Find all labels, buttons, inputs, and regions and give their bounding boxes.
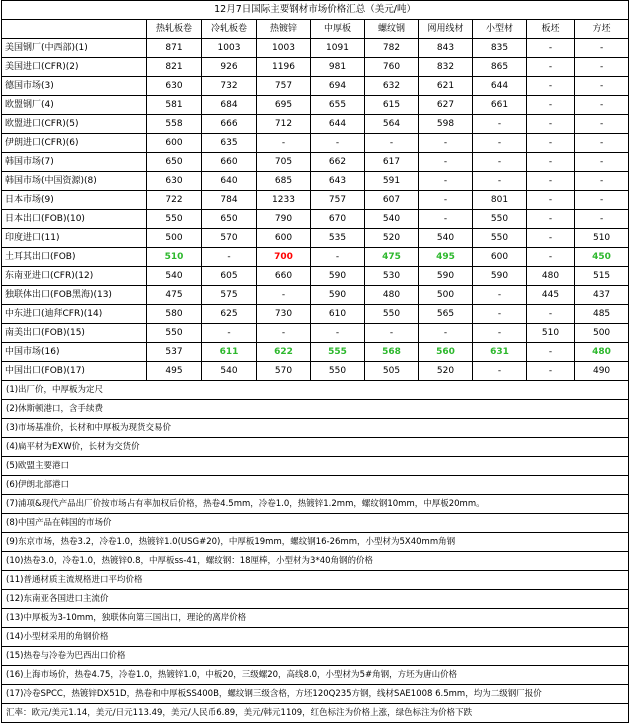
price-cell: 600 <box>473 248 527 267</box>
footnote-text: (4)扁平材为EXW价，长材为交货价 <box>2 438 629 457</box>
market-name-cell: 欧盟钢厂(4) <box>2 96 147 115</box>
footnote-text: (3)市场基准价，长材和中厚板为现货交易价 <box>2 419 629 438</box>
price-cell: 540 <box>419 229 473 248</box>
note-row <box>2 609 629 628</box>
price-cell: 520 <box>419 362 473 381</box>
footnote-text: (14)小型材采用的角钢价格 <box>2 628 629 647</box>
table-row <box>2 96 629 115</box>
price-cell: 510 <box>147 248 202 267</box>
price-cell: 500 <box>575 324 629 343</box>
price-cell: 475 <box>365 248 419 267</box>
title-row <box>2 1 629 20</box>
table-row <box>2 77 629 96</box>
market-name-cell: 美国钢厂(中西部)(1) <box>2 39 147 58</box>
price-cell: 700 <box>257 248 311 267</box>
price-cell: 821 <box>147 58 202 77</box>
price-cell: - <box>419 134 473 153</box>
column-header: 螺纹钢 <box>365 20 419 39</box>
price-cell: 590 <box>473 267 527 286</box>
price-cell: - <box>527 343 575 362</box>
price-cell: 495 <box>419 248 473 267</box>
note-row <box>2 704 629 723</box>
price-cell: 632 <box>365 77 419 96</box>
price-cell: 871 <box>147 39 202 58</box>
price-cell: 643 <box>311 172 365 191</box>
price-cell: 627 <box>419 96 473 115</box>
column-header: 板坯 <box>527 20 575 39</box>
footnote-text: (6)伊朗北部港口 <box>2 476 629 495</box>
price-cell: 660 <box>257 267 311 286</box>
column-header: 中厚板 <box>311 20 365 39</box>
price-cell: 575 <box>202 286 257 305</box>
price-cell: - <box>575 39 629 58</box>
table-row <box>2 58 629 77</box>
price-cell: 505 <box>365 362 419 381</box>
price-cell: 591 <box>365 172 419 191</box>
price-cell: 600 <box>147 134 202 153</box>
note-row <box>2 552 629 571</box>
note-row <box>2 419 629 438</box>
column-header: 热镀锌 <box>257 20 311 39</box>
price-cell: - <box>527 115 575 134</box>
price-cell: 926 <box>202 58 257 77</box>
price-cell: - <box>575 134 629 153</box>
note-row <box>2 495 629 514</box>
price-cell: 635 <box>202 134 257 153</box>
price-cell: - <box>527 191 575 210</box>
market-name-cell: 韩国市场(7) <box>2 153 147 172</box>
table-row <box>2 324 629 343</box>
table-row <box>2 134 629 153</box>
footnote-text: (12)东南亚各国进口主流价 <box>2 590 629 609</box>
price-cell: - <box>419 153 473 172</box>
price-cell: 437 <box>575 286 629 305</box>
price-cell: 712 <box>257 115 311 134</box>
price-cell: - <box>575 77 629 96</box>
market-name-cell: 土耳其出口(FOB) <box>2 248 147 267</box>
price-cell: 540 <box>147 267 202 286</box>
price-cell: 801 <box>473 191 527 210</box>
price-cell: 790 <box>257 210 311 229</box>
price-cell: 832 <box>419 58 473 77</box>
price-cell: - <box>473 286 527 305</box>
price-cell: 1003 <box>257 39 311 58</box>
price-cell: 500 <box>147 229 202 248</box>
price-cell: - <box>365 324 419 343</box>
price-cell: 757 <box>311 191 365 210</box>
price-cell: 480 <box>365 286 419 305</box>
price-cell: - <box>311 248 365 267</box>
note-row <box>2 457 629 476</box>
price-cell: - <box>527 172 575 191</box>
footnote-text: (10)热卷3.0，冷卷1.0，热镀锌0.8，中厚板ss-41，螺纹钢：18厘棒，小型材为3*40角钢的价格 <box>2 552 629 571</box>
price-cell: 622 <box>257 343 311 362</box>
price-cell: - <box>473 324 527 343</box>
price-cell: 650 <box>147 153 202 172</box>
note-row <box>2 590 629 609</box>
footnote-text: (16)上海市场价，热卷4.75，冷卷1.0，热镀锌1.0，中板20，三级螺20，高线8.0，小型材为5#角钢，方坯为唐山价格 <box>2 666 629 685</box>
price-cell: - <box>575 96 629 115</box>
footnote-text: (7)浦项&现代产品出厂价按市场占有率加权后价格，热卷4.5mm，冷卷1.0，热镀锌1.2mm，螺纹钢10mm，中厚板20mm。 <box>2 495 629 514</box>
price-cell: 605 <box>202 267 257 286</box>
market-name-cell: 东南亚进口(CFR)(12) <box>2 267 147 286</box>
column-header: 网用线材 <box>419 20 473 39</box>
price-cell: - <box>527 58 575 77</box>
price-cell: 615 <box>365 96 419 115</box>
price-cell: - <box>473 305 527 324</box>
price-table <box>1 0 629 723</box>
footnote-text: (8)中国产品在韩国的市场价 <box>2 514 629 533</box>
note-row <box>2 400 629 419</box>
table-row <box>2 210 629 229</box>
price-cell: - <box>419 172 473 191</box>
header-row <box>2 20 629 39</box>
market-name-cell: 中国出口(FOB)(17) <box>2 362 147 381</box>
price-cell: 607 <box>365 191 419 210</box>
table-row <box>2 191 629 210</box>
price-cell: - <box>527 77 575 96</box>
price-cell: 550 <box>473 229 527 248</box>
price-cell: - <box>257 286 311 305</box>
price-cell: 625 <box>202 305 257 324</box>
column-header: 方坯 <box>575 20 629 39</box>
price-cell: - <box>419 210 473 229</box>
price-cell: - <box>527 305 575 324</box>
market-name-cell: 南美出口(FOB)(15) <box>2 324 147 343</box>
price-cell: 555 <box>311 343 365 362</box>
table-row <box>2 172 629 191</box>
price-cell: 500 <box>419 286 473 305</box>
price-cell: - <box>527 229 575 248</box>
price-cell: 782 <box>365 39 419 58</box>
note-row <box>2 476 629 495</box>
price-cell: 621 <box>419 77 473 96</box>
price-cell: - <box>311 324 365 343</box>
market-name-cell: 欧盟进口(CFR)(5) <box>2 115 147 134</box>
price-cell: 662 <box>311 153 365 172</box>
price-cell: 655 <box>311 96 365 115</box>
price-cell: - <box>257 324 311 343</box>
price-cell: 540 <box>365 210 419 229</box>
price-cell: 610 <box>311 305 365 324</box>
price-cell: 565 <box>419 305 473 324</box>
table-row <box>2 248 629 267</box>
price-cell: 535 <box>311 229 365 248</box>
price-cell: 580 <box>147 305 202 324</box>
price-cell: 685 <box>257 172 311 191</box>
price-cell: - <box>575 115 629 134</box>
table-row <box>2 229 629 248</box>
table-row <box>2 115 629 134</box>
market-name-cell: 伊朗进口(CFR)(6) <box>2 134 147 153</box>
price-cell: 495 <box>147 362 202 381</box>
price-cell: - <box>527 248 575 267</box>
price-cell: - <box>202 248 257 267</box>
price-cell: 1003 <box>202 39 257 58</box>
price-cell: 784 <box>202 191 257 210</box>
price-cell: 568 <box>365 343 419 362</box>
price-cell: - <box>575 191 629 210</box>
price-cell: - <box>365 134 419 153</box>
price-cell: 1091 <box>311 39 365 58</box>
note-row <box>2 571 629 590</box>
note-row <box>2 514 629 533</box>
note-row <box>2 647 629 666</box>
price-cell: 600 <box>257 229 311 248</box>
note-row <box>2 628 629 647</box>
price-cell: 722 <box>147 191 202 210</box>
price-cell: 644 <box>473 77 527 96</box>
price-cell: 581 <box>147 96 202 115</box>
price-cell: 865 <box>473 58 527 77</box>
footnote-text: (15)热卷与冷卷为巴西出口价格 <box>2 647 629 666</box>
price-cell: 760 <box>365 58 419 77</box>
price-cell: - <box>311 134 365 153</box>
price-cell: 550 <box>147 210 202 229</box>
price-cell: 644 <box>311 115 365 134</box>
footnote-text: (17)冷卷SPCC，热镀锌DX51D，热卷和中厚板SS400B，螺纹钢三级含格，方坯120Q235方钢，线材SAE1008 6.5mm，均为二级钢厂报价 <box>2 685 629 704</box>
table-title: 12月7日国际主要钢材市场价格汇总（美元/吨） <box>2 1 629 20</box>
price-cell: 590 <box>311 286 365 305</box>
price-cell: 666 <box>202 115 257 134</box>
price-cell: - <box>575 210 629 229</box>
price-cell: 480 <box>527 267 575 286</box>
price-cell: 537 <box>147 343 202 362</box>
column-header: 小型材 <box>473 20 527 39</box>
price-cell: 694 <box>311 77 365 96</box>
note-row <box>2 533 629 552</box>
price-cell: 650 <box>202 210 257 229</box>
price-cell: 757 <box>257 77 311 96</box>
price-cell: 485 <box>575 305 629 324</box>
price-cell: 550 <box>147 324 202 343</box>
column-header: 热轧板卷 <box>147 20 202 39</box>
price-cell: 843 <box>419 39 473 58</box>
price-cell: - <box>419 324 473 343</box>
market-name-cell: 韩国市场(中国资源)(8) <box>2 172 147 191</box>
header-corner <box>2 20 147 39</box>
price-cell: 475 <box>147 286 202 305</box>
note-row <box>2 381 629 400</box>
price-cell: - <box>527 210 575 229</box>
price-cell: 835 <box>473 39 527 58</box>
table-row <box>2 286 629 305</box>
market-name-cell: 中东进口(迪拜CFR)(14) <box>2 305 147 324</box>
table-row <box>2 343 629 362</box>
price-cell: - <box>473 134 527 153</box>
price-cell: 550 <box>365 305 419 324</box>
price-cell: - <box>202 324 257 343</box>
footnote-text: (13)中厚板为3-10mm，独联体向第三国出口，理论的离岸价格 <box>2 609 629 628</box>
price-cell: 445 <box>527 286 575 305</box>
price-cell: 670 <box>311 210 365 229</box>
price-cell: - <box>419 191 473 210</box>
price-cell: 570 <box>202 229 257 248</box>
price-cell: 550 <box>311 362 365 381</box>
price-cell: 730 <box>257 305 311 324</box>
price-cell: 540 <box>202 362 257 381</box>
price-cell: - <box>575 153 629 172</box>
price-cell: 515 <box>575 267 629 286</box>
price-cell: 450 <box>575 248 629 267</box>
price-cell: - <box>257 134 311 153</box>
price-cell: 560 <box>419 343 473 362</box>
price-cell: 570 <box>257 362 311 381</box>
price-cell: 631 <box>473 343 527 362</box>
price-cell: - <box>527 134 575 153</box>
market-name-cell: 印度进口(11) <box>2 229 147 248</box>
price-cell: 530 <box>365 267 419 286</box>
price-cell: 1233 <box>257 191 311 210</box>
price-cell: 981 <box>311 58 365 77</box>
footnote-text: (5)欧盟主要港口 <box>2 457 629 476</box>
price-cell: 510 <box>527 324 575 343</box>
price-cell: 1196 <box>257 58 311 77</box>
price-cell: - <box>473 153 527 172</box>
price-cell: - <box>473 115 527 134</box>
price-cell: - <box>527 39 575 58</box>
price-cell: - <box>527 96 575 115</box>
table-row <box>2 305 629 324</box>
price-cell: 661 <box>473 96 527 115</box>
market-name-cell: 独联体出口(FOB黑海)(13) <box>2 286 147 305</box>
note-row <box>2 666 629 685</box>
table-row <box>2 267 629 286</box>
price-cell: 695 <box>257 96 311 115</box>
footnote-text: (1)出厂价，中厚板为定尺 <box>2 381 629 400</box>
price-cell: 611 <box>202 343 257 362</box>
price-cell: 564 <box>365 115 419 134</box>
price-cell: 520 <box>365 229 419 248</box>
price-cell: 684 <box>202 96 257 115</box>
price-cell: 490 <box>575 362 629 381</box>
footnote-text: 汇率：欧元/美元1.14，美元/日元113.49，美元/人民币6.89，美元/韩元1109，红色标注为价格上涨，绿色标注为价格下跌 <box>2 704 629 723</box>
price-cell: 705 <box>257 153 311 172</box>
footnote-text: (11)普通材质主流规格进口平均价格 <box>2 571 629 590</box>
market-name-cell: 美国进口(CFR)(2) <box>2 58 147 77</box>
price-cell: 510 <box>575 229 629 248</box>
price-cell: 480 <box>575 343 629 362</box>
price-cell: - <box>473 172 527 191</box>
price-cell: 550 <box>473 210 527 229</box>
note-row <box>2 438 629 457</box>
price-cell: 630 <box>147 172 202 191</box>
price-cell: 590 <box>419 267 473 286</box>
table-row <box>2 153 629 172</box>
footnote-text: (9)东京市场，热卷3.2，冷卷1.0，热镀锌1.0(USG#20)，中厚板19mm，螺纹钢16-26mm，小型材为5X40mm角钢 <box>2 533 629 552</box>
price-cell: 617 <box>365 153 419 172</box>
price-cell: - <box>575 172 629 191</box>
price-cell: - <box>473 362 527 381</box>
price-cell: 590 <box>311 267 365 286</box>
market-name-cell: 日本市场(9) <box>2 191 147 210</box>
price-cell: - <box>527 153 575 172</box>
market-name-cell: 日本出口(FOB)(10) <box>2 210 147 229</box>
note-row <box>2 685 629 704</box>
table-row <box>2 362 629 381</box>
price-cell: 660 <box>202 153 257 172</box>
price-cell: 640 <box>202 172 257 191</box>
price-cell: 732 <box>202 77 257 96</box>
price-cell: 558 <box>147 115 202 134</box>
price-cell: 598 <box>419 115 473 134</box>
column-header: 冷轧板卷 <box>202 20 257 39</box>
price-cell: - <box>527 362 575 381</box>
price-cell: 630 <box>147 77 202 96</box>
price-cell: - <box>575 58 629 77</box>
footnote-text: (2)休斯顿港口，含手续费 <box>2 400 629 419</box>
table-row <box>2 39 629 58</box>
market-name-cell: 德国市场(3) <box>2 77 147 96</box>
market-name-cell: 中国市场(16) <box>2 343 147 362</box>
